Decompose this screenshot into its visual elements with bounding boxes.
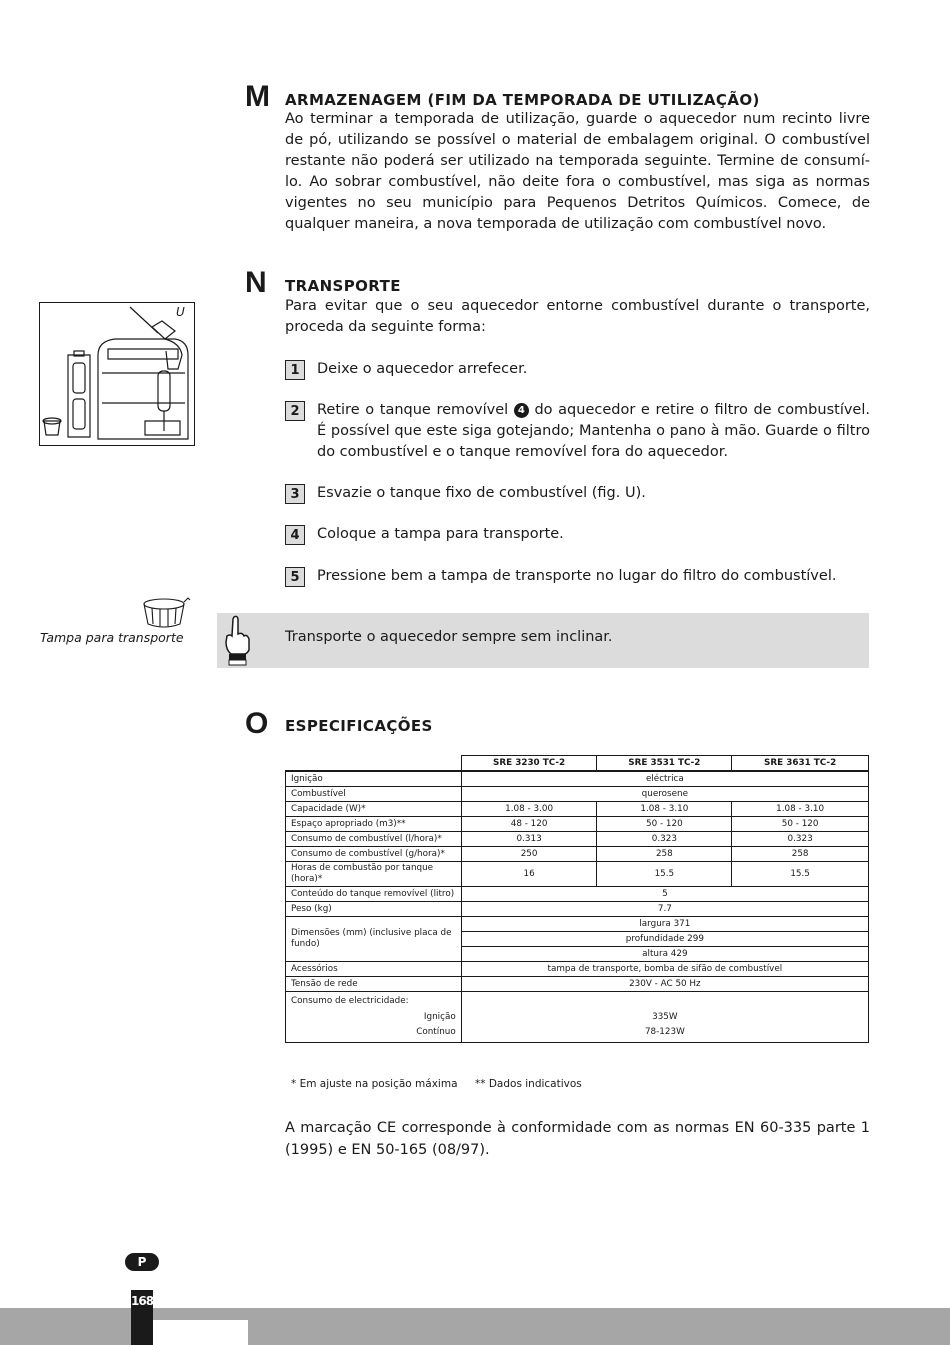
table-cell: 0.323 <box>732 832 869 847</box>
table-row <box>286 977 869 992</box>
section-title-storage: ARMAZENAGEM (FIM DA TEMPORADA DE UTILIZAÇÃO) <box>285 91 760 109</box>
step-text-part: Retire o tanque removível <box>317 402 509 418</box>
specifications-table <box>285 755 869 1043</box>
table-cell: eléctrica <box>461 771 868 787</box>
table-row <box>286 902 869 917</box>
table-cell: 50 - 120 <box>732 817 869 832</box>
table-cell: tampa de transporte, bomba de sifão de combustível <box>461 962 868 977</box>
step-text: Esvazie o tanque fixo de combustível (fig. U). <box>317 485 646 501</box>
figure-label-u: U <box>176 305 185 319</box>
row-label: Acessórios <box>286 962 462 977</box>
power-consumption-label: Consumo de electricidade: <box>291 996 409 1006</box>
table-cell: 1.08 - 3.10 <box>732 802 869 817</box>
step-number: 1 <box>285 360 305 380</box>
table-row <box>286 787 869 802</box>
table-row <box>286 817 869 832</box>
table-cell <box>461 992 868 1043</box>
table-cell: querosene <box>461 787 868 802</box>
step-number: 3 <box>285 484 305 504</box>
table-cell: 0.313 <box>461 832 597 847</box>
table-corner <box>286 756 462 772</box>
step-text <box>317 400 870 463</box>
storage-paragraph: Ao terminar a temporada de utilização, guarde o aquecedor num recinto livre de pó, utilizando se possível o material de embalagem original. O combustível restante não poderá ser utilizado na temporada seguinte. Termine de consumí-lo. Ao sobrar combustível, não deite fora o combustível, mas siga as normas vigentes no seu município para Pequenos Detritos Químicos. Comece, de qualquer maneira, a nova temporada de utilização com combustível novo. <box>285 111 870 232</box>
table-cell: 48 - 120 <box>461 817 597 832</box>
section-letter-o: O <box>245 707 269 740</box>
table-header-row <box>286 756 869 772</box>
footnote: * Em ajuste na posição máxima <box>291 1078 458 1090</box>
section-letter-m: M <box>245 80 270 113</box>
ignition-power: 335W <box>652 1012 678 1022</box>
section-letter-n: N <box>245 266 267 299</box>
row-label: Espaço apropriado (m3)** <box>286 817 462 832</box>
cap-caption: Tampa para transporte <box>40 630 184 645</box>
table-cell: 1.08 - 3.00 <box>461 802 597 817</box>
step-text: Deixe o aquecedor arrefecer. <box>317 361 528 377</box>
table-row <box>286 802 869 817</box>
row-label: Peso (kg) <box>286 902 462 917</box>
table-row <box>286 832 869 847</box>
section-title-transport: TRANSPORTE <box>285 277 401 295</box>
step-text: Pressione bem a tampa de transporte no lugar do filtro do combustível. <box>317 568 837 584</box>
footnote: ** Dados indicativos <box>475 1078 582 1090</box>
row-label: Ignição <box>286 771 462 787</box>
table-row <box>286 917 869 932</box>
step-number: 5 <box>285 567 305 587</box>
model-header: SRE 3230 TC-2 <box>461 756 597 772</box>
step-text-part: do aquecedor e retire o filtro de combustível. É possível que este siga gotejando; Mantenha o pano à mão. Guarde o filtro do combustível e o tanque removível fora do aquecedor. <box>317 402 870 460</box>
table-row <box>286 992 869 1043</box>
pointing-hand-icon <box>222 614 252 666</box>
table-cell: 50 - 120 <box>597 817 732 832</box>
table-cell: 15.5 <box>732 862 869 887</box>
row-label <box>286 992 462 1043</box>
step-number: 4 <box>285 525 305 545</box>
table-cell: 7.7 <box>461 902 868 917</box>
transport-cap-illustration <box>140 594 192 632</box>
row-label: Consumo de combustível (g/hora)* <box>286 847 462 862</box>
table-cell: 258 <box>597 847 732 862</box>
language-badge: P <box>125 1253 159 1271</box>
section-title-specs: ESPECIFICAÇÕES <box>285 717 433 735</box>
table-cell: 1.08 - 3.10 <box>597 802 732 817</box>
table-row <box>286 887 869 902</box>
row-label: Capacidade (W)* <box>286 802 462 817</box>
row-label: Tensão de rede <box>286 977 462 992</box>
table-row <box>286 962 869 977</box>
table-cell: 15.5 <box>597 862 732 887</box>
reference-number-icon: 4 <box>514 403 529 418</box>
row-label: Conteúdo do tanque removível (litro) <box>286 887 462 902</box>
table-cell: 250 <box>461 847 597 862</box>
row-label: Horas de combustão por tanque (hora)* <box>286 862 462 887</box>
model-header: SRE 3631 TC-2 <box>732 756 869 772</box>
step-number: 2 <box>285 401 305 421</box>
footer-white-strip <box>153 1320 248 1345</box>
table-cell: 230V - AC 50 Hz <box>461 977 868 992</box>
continuous-label: Contínuo <box>416 1027 456 1037</box>
table-cell: largura 371 <box>461 917 868 932</box>
page-number: 168 <box>131 1294 154 1308</box>
heater-illustration <box>39 302 195 446</box>
transport-intro: Para evitar que o seu aquecedor entorne combustível durante o transporte, proceda da seguinte forma: <box>285 298 870 335</box>
heater-drawing <box>40 303 193 444</box>
table-cell: 16 <box>461 862 597 887</box>
table-row <box>286 771 869 787</box>
table-cell: altura 429 <box>461 947 868 962</box>
ignition-label: Ignição <box>423 1012 456 1022</box>
step-text: Coloque a tampa para transporte. <box>317 526 564 542</box>
table-cell: profundidade 299 <box>461 932 868 947</box>
ce-conformity-text: A marcação CE corresponde à conformidade com as normas EN 60-335 parte 1 (1995) e EN 50-165 (08/97). <box>285 1120 870 1158</box>
table-cell: 0.323 <box>597 832 732 847</box>
continuous-power: 78-123W <box>644 1027 685 1037</box>
table-cell: 5 <box>461 887 868 902</box>
table-cell: 258 <box>732 847 869 862</box>
row-label: Dimensões (mm) (inclusive placa de fundo) <box>286 917 462 962</box>
note-text: Transporte o aquecedor sempre sem inclinar. <box>285 629 613 645</box>
table-row <box>286 847 869 862</box>
model-header: SRE 3531 TC-2 <box>597 756 732 772</box>
row-label: Consumo de combustível (l/hora)* <box>286 832 462 847</box>
table-row <box>286 862 869 887</box>
row-label: Combustível <box>286 787 462 802</box>
